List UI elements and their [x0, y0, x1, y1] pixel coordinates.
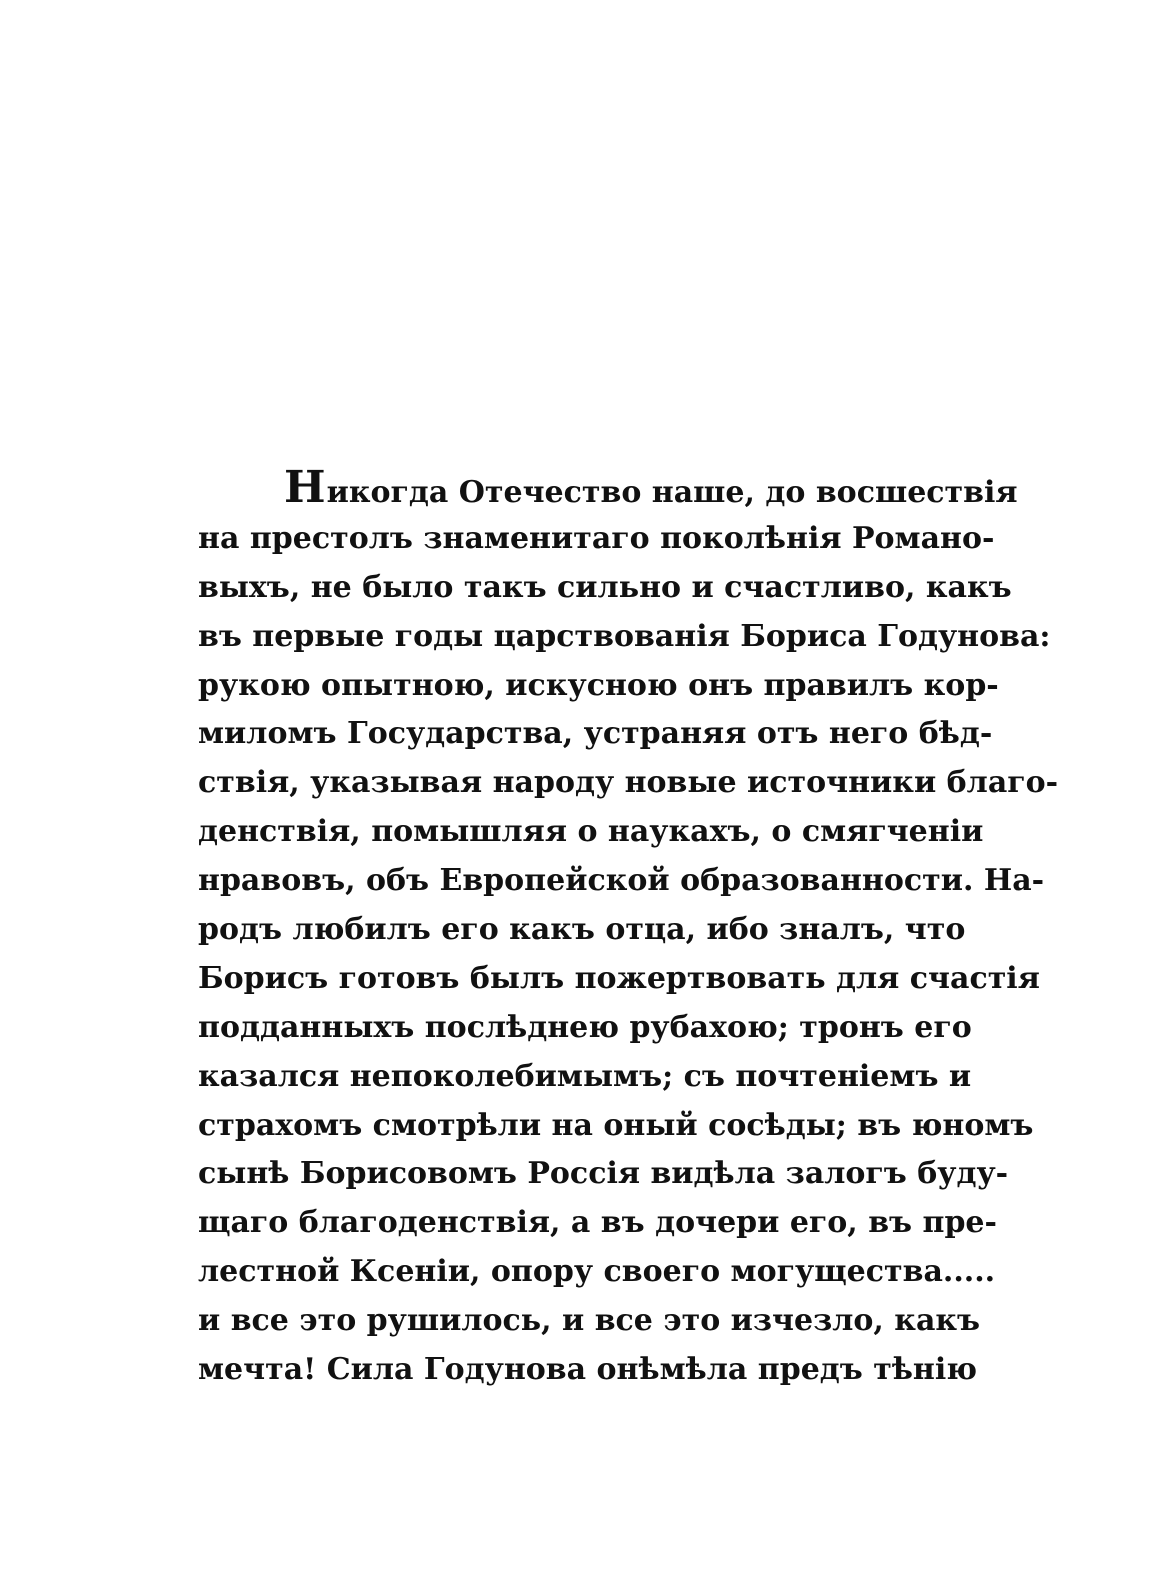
initial-letter: Н — [284, 462, 327, 513]
paragraph-line: на престолъ знаменитаго поколѣнія Романо- — [198, 520, 995, 556]
paragraph-line: выхъ, не было такъ сильно и счастливо, какъ — [198, 569, 1012, 605]
paragraph-line: денствія, помышляя о наукахъ, о смягченіи — [198, 814, 984, 850]
paragraph-line: щаго благоденствія, а въ дочери его, въ пре- — [198, 1205, 997, 1241]
paragraph-line: родъ любилъ его какъ отца, ибо зналъ, что — [198, 912, 966, 948]
paragraph-line: въ первые годы царствованія Бориса Годунова: — [198, 618, 1051, 654]
paragraph-line: мечта! Сила Годунова онѣмѣла предъ тѣнію — [198, 1352, 978, 1388]
paragraph-line: ствія, указывая народу новые источники благо- — [198, 765, 1059, 801]
paragraph-line: нравовъ, объ Европейской образованности. На- — [198, 863, 1045, 899]
paragraph-line: подданныхъ послѣднею рубахою; тронъ его — [198, 1009, 972, 1045]
paragraph-line: лестной Ксеніи, опору своего могущества..... — [198, 1254, 996, 1290]
paragraph-line: казался непоколебимымъ; съ почтеніемъ и — [198, 1058, 972, 1094]
paragraph-line: сынѣ Борисовомъ Россія видѣла залогъ буду- — [198, 1156, 1009, 1192]
paragraph-line: рукою опытною, искусною онъ правилъ кор- — [198, 667, 999, 703]
paragraph-line: Борисъ готовъ былъ пожертвовать для счастія — [198, 960, 1040, 996]
paragraph-line: миломъ Государства, устраняя отъ него бѣд- — [198, 716, 993, 752]
paragraph-line: Никогда Отечество наше, до восшествія — [284, 462, 1018, 513]
paragraph-line: и все это рушилось, и все это изчезло, какъ — [198, 1303, 981, 1339]
body-paragraph — [198, 462, 1059, 1395]
paragraph-line: страхомъ смотрѣли на оный сосѣды; въ юномъ — [198, 1107, 1034, 1143]
